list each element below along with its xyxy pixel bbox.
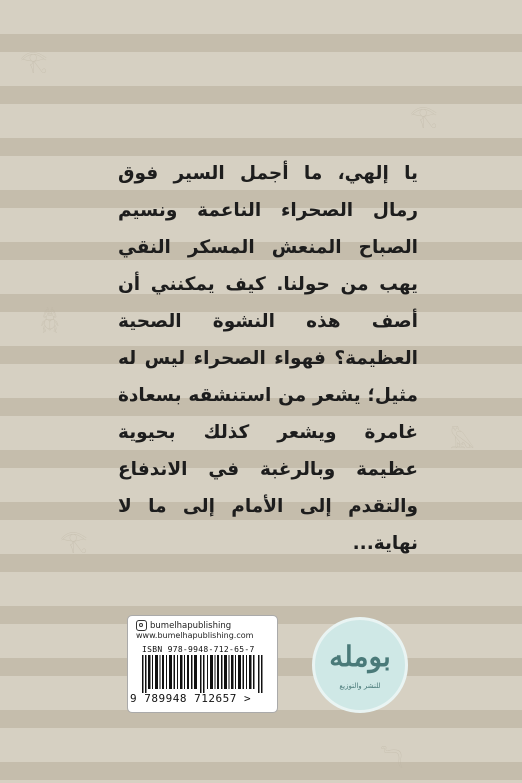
hieroglyph-decoration: 𓂀 — [20, 49, 48, 74]
publisher-logo-subtitle: للنشر والتوزيع — [339, 682, 381, 690]
hieroglyph-decoration: 𓅓 — [450, 429, 475, 454]
blurb-text: يا إلهي، ما أجمل السير فوق رمال الصحراء الناعمة ونسيم الصباح المنعش المسكر النقي يهب من حولنا. كيف يمكنني أن أصف هذه النشوة الصحية العظيمة؟ فهواء الصحراء ليس له مثيل؛ يشعر من استنشقه بسعادة غامرة ويشعر كذلك بحيوية عظيمة وبالرغبة في الاندفاع والتقدم إلى الأمام إلى ما لا نهاية... — [118, 163, 418, 554]
instagram-handle-text: bumelhapublishing — [150, 620, 232, 631]
isbn-barcode-box — [127, 615, 278, 713]
instagram-handle — [136, 620, 231, 631]
hieroglyph-decoration: 𓂀 — [60, 529, 88, 554]
publisher-logo — [312, 617, 408, 713]
back-cover-blurb — [118, 155, 418, 562]
hieroglyph-decoration: 𓆣 — [40, 309, 60, 334]
barcode-digits: 9 789948 712657 > — [130, 692, 252, 705]
barcode — [142, 655, 266, 693]
publisher-website: www.bumelhapublishing.com — [136, 631, 254, 640]
publisher-logo-mark: بومله — [329, 640, 391, 673]
instagram-icon — [136, 620, 147, 631]
hieroglyph-decoration: 𓆓 — [380, 749, 404, 774]
isbn-label: ISBN 978-9948-712-65-7 — [142, 645, 255, 654]
hieroglyph-decoration: 𓂀 — [410, 104, 438, 129]
